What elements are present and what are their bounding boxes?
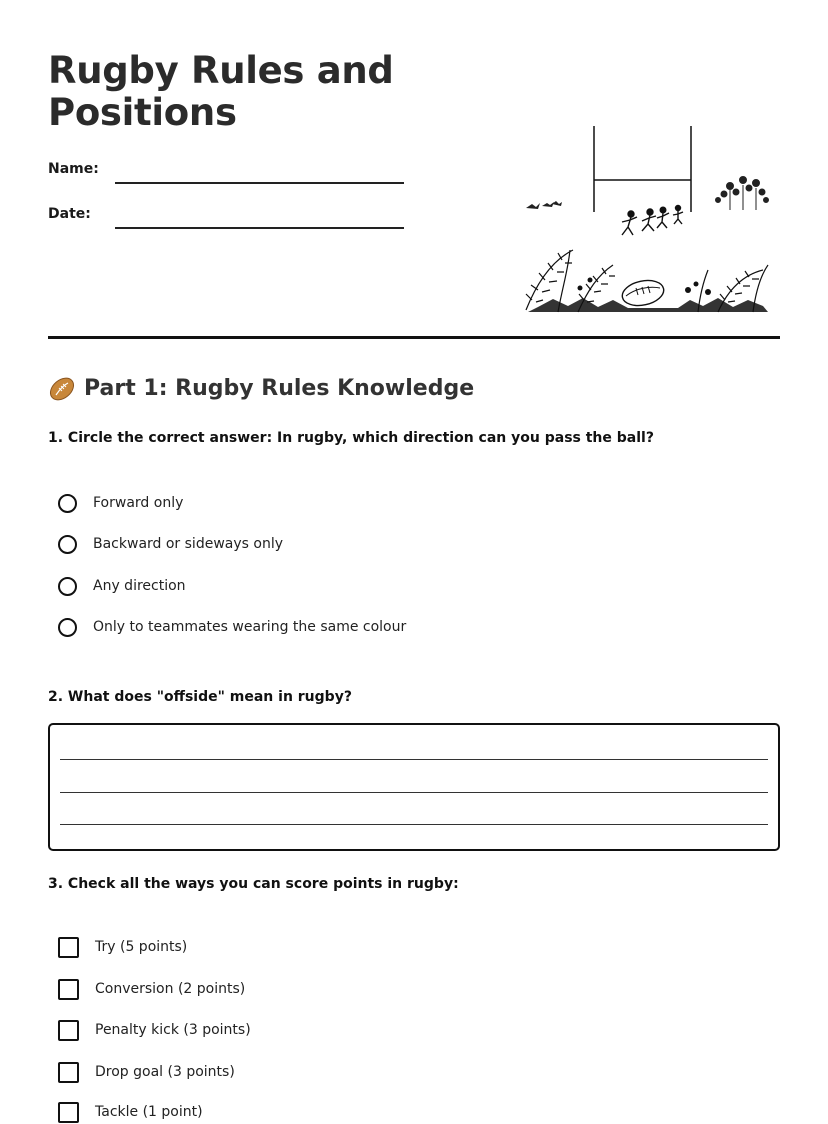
header-divider — [48, 336, 780, 339]
answer-line[interactable] — [60, 824, 768, 825]
radio-circle[interactable] — [58, 577, 77, 596]
worksheet-page — [48, 0, 780, 1118]
q3-option-5-label: Tackle (1 point) — [95, 1104, 203, 1120]
checkbox[interactable] — [58, 979, 79, 1000]
q3-option-4-label: Drop goal (3 points) — [95, 1064, 235, 1080]
q1-option-2[interactable] — [58, 532, 283, 556]
q3-option-3[interactable] — [58, 1018, 251, 1042]
q3-option-1-label: Try (5 points) — [95, 939, 188, 955]
q3-option-5[interactable] — [58, 1100, 203, 1124]
name-line[interactable] — [115, 182, 404, 184]
date-field[interactable] — [48, 205, 408, 235]
radio-circle[interactable] — [58, 618, 77, 637]
q3-option-2[interactable] — [58, 977, 245, 1001]
q3-option-1[interactable] — [58, 935, 187, 959]
checkbox[interactable] — [58, 1020, 79, 1041]
part1-heading-text: Part 1: Rugby Rules Knowledge — [84, 376, 475, 401]
q1-option-4-label: Only to teammates wearing the same colour — [93, 619, 407, 635]
q1-option-1-label: Forward only — [93, 495, 184, 511]
question-2: 2. What does "offside" mean in rugby? — [48, 689, 352, 705]
name-label: Name: — [48, 161, 99, 177]
q1-option-4[interactable] — [58, 615, 406, 639]
answer-line[interactable] — [60, 759, 768, 760]
q2-answer-box[interactable] — [48, 723, 780, 851]
q3-option-2-label: Conversion (2 points) — [95, 981, 246, 997]
rugby-field-illustration — [518, 120, 778, 320]
q1-option-1[interactable] — [58, 491, 183, 515]
goal-posts-icon — [594, 126, 691, 212]
trees-icon — [716, 177, 769, 211]
part1-heading — [48, 372, 474, 406]
radio-circle[interactable] — [58, 535, 77, 554]
checkbox[interactable] — [58, 1062, 79, 1083]
rugby-ball-icon — [48, 375, 76, 403]
q1-option-3-label: Any direction — [93, 578, 186, 594]
answer-line[interactable] — [60, 792, 768, 793]
page-title: Rugby Rules and Positions — [48, 49, 394, 134]
date-line[interactable] — [115, 227, 404, 229]
q3-option-4[interactable] — [58, 1060, 235, 1084]
rugby-ball-drawing-icon — [620, 277, 666, 309]
date-label: Date: — [48, 206, 91, 222]
name-field[interactable] — [48, 160, 408, 190]
q1-option-2-label: Backward or sideways only — [93, 536, 283, 552]
question-1: 1. Circle the correct answer: In rugby, which direction can you pass the ball? — [48, 430, 654, 446]
radio-circle[interactable] — [58, 494, 77, 513]
checkbox[interactable] — [58, 937, 79, 958]
checkbox[interactable] — [58, 1102, 79, 1123]
players-icon — [622, 206, 683, 236]
question-3: 3. Check all the ways you can score points in rugby: — [48, 876, 459, 892]
birds-icon — [526, 201, 562, 209]
q1-option-3[interactable] — [58, 574, 186, 598]
q3-option-3-label: Penalty kick (3 points) — [95, 1022, 251, 1038]
